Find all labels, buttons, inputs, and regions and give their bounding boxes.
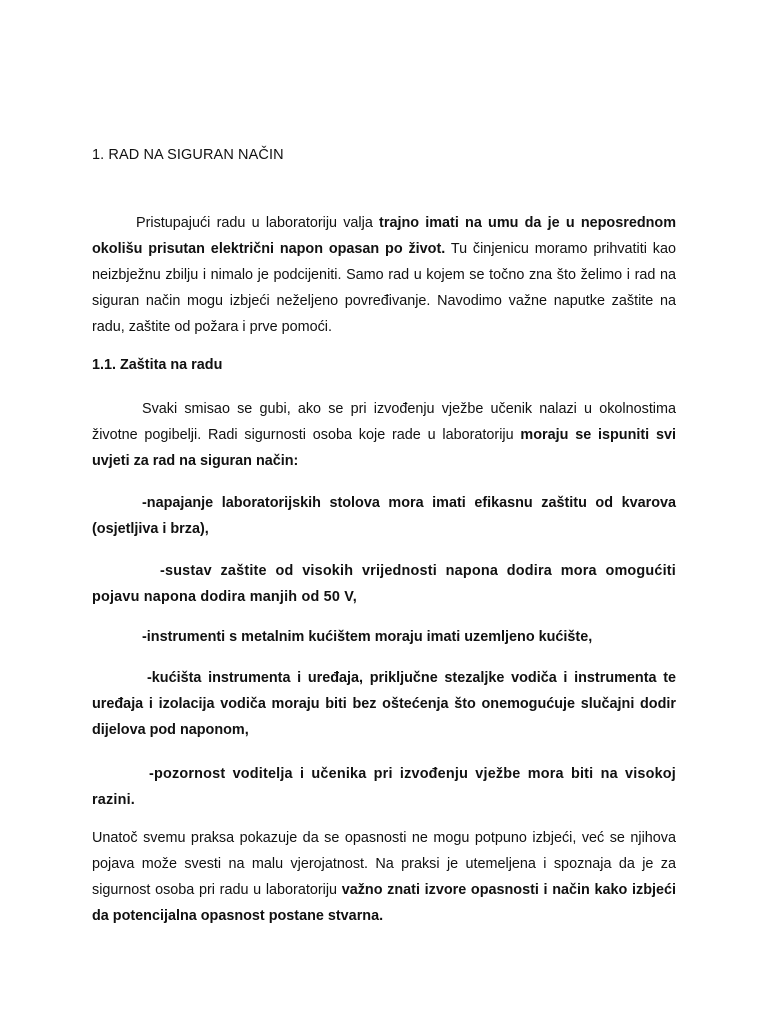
safety-bold-text: moraju se ispuniti svi uvjeti za rad na siguran način: (92, 427, 676, 469)
bullet-item-3: -instrumenti s metalnim kućištem moraju imati uzemljeno kućište, (142, 629, 593, 645)
safety-paragraph (92, 396, 676, 474)
bullet-item-1: -napajanje laboratorijskih stolova mora imati efikasnu zaštitu od kvarova (osjetljiva i brza), (92, 495, 676, 537)
intro-bold-text: trajno imati na umu da je u neposrednom okolišu prisutan električni napon opasan po život. (92, 215, 676, 257)
intro-text-continued: Tu činjenicu moramo prihvatiti kao neizbježnu zbilju i nimalo je podcijeniti. Samo rad u kojem se točno zna što želimo i rad na siguran način mogu izbjeći neželjeno povređivanje. Navodimo važne naputke zaštite na radu, zaštite od požara i prve pomoći. (92, 241, 676, 335)
bullet-item-2: -sustav zaštite od visokih vrijednosti napona dodira mora omogućiti pojavu napona dodira manjih od 50 V, (92, 563, 676, 605)
bullet-item-5: -pozornost voditelja i učenika pri izvođenju vježbe mora biti na visokoj razini. (92, 766, 676, 808)
intro-paragraph (92, 210, 676, 340)
closing-text: Unatoč svemu praksa pokazuje da se opasnosti ne mogu potpuno izbjeći, već se njihova pojava može svesti na malu vjerojatnost. Na praksi je utemeljena i spoznaja da je za sigurnost osoba pri radu u laboratoriju (92, 830, 676, 898)
safety-text-lead: Svaki smisao se gubi, (142, 401, 291, 417)
bullet-item-4: -kućišta instrumenta i uređaja, priključne stezaljke vodiča i instrumenta te uređaja i izolacija vodiča moraju biti bez oštećenja što onemogućuje slučajni dodir dijelova pod naponom, (92, 670, 676, 738)
closing-paragraph (92, 825, 676, 929)
closing-bold-text: važno znati izvore opasnosti i način kako izbjeći da potencijalna opasnost postane stvarna. (92, 882, 676, 924)
intro-text: Pristupajući radu u laboratoriju valja (136, 215, 380, 231)
safety-text: ako se pri izvođenju vježbe učenik nalazi u okolnostima životne pogibelji. Radi sigurnosti osoba koje rade u laboratoriju (92, 401, 676, 443)
section-heading: 1. RAD NA SIGURAN NAČIN (92, 147, 284, 163)
subsection-heading: 1.1. Zaštita na radu (92, 357, 223, 373)
